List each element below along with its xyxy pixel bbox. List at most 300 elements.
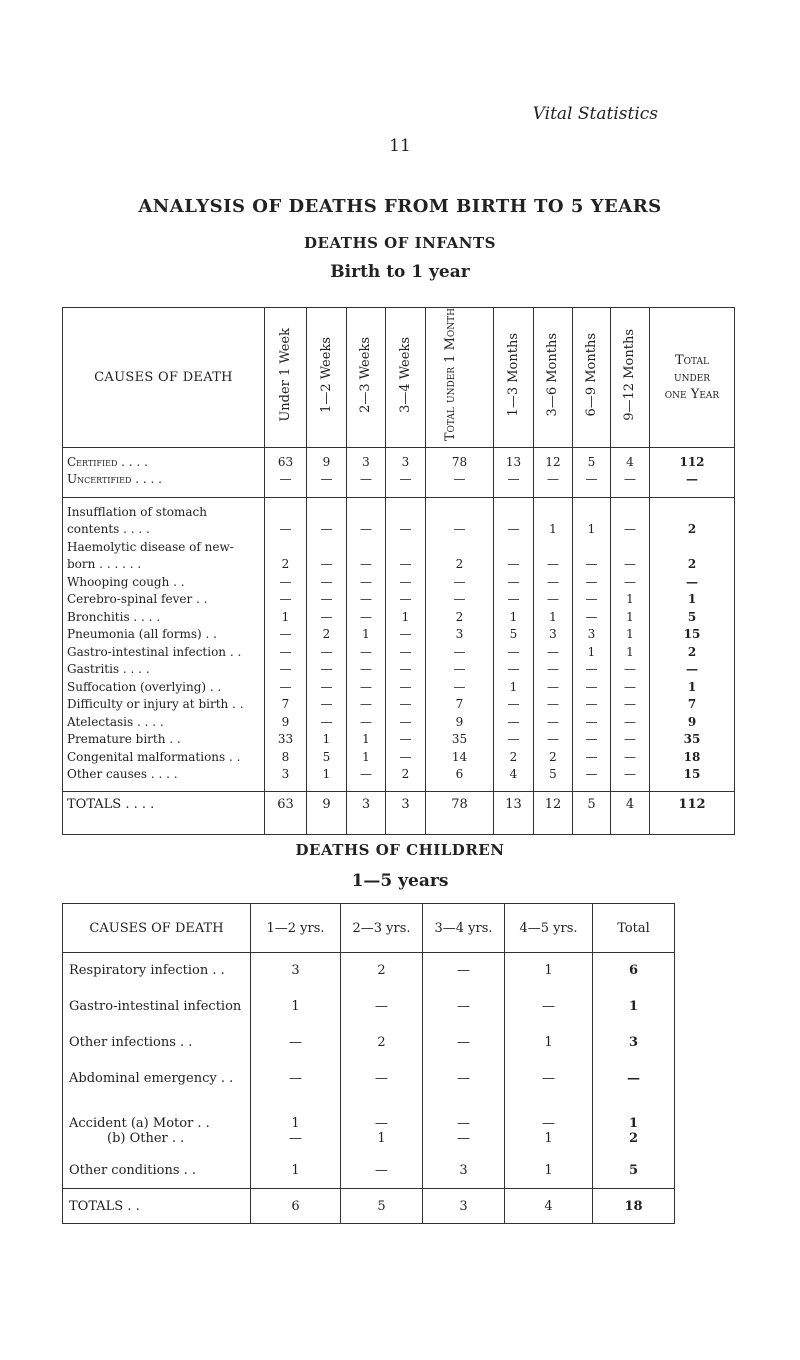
value-cell: — xyxy=(611,679,650,697)
value-cell: — xyxy=(386,661,426,679)
value-cell: — xyxy=(494,497,534,539)
value-cell: 1 xyxy=(505,1131,593,1153)
cause-label xyxy=(63,471,265,497)
cause-label: Gastro-intestinal infection xyxy=(63,989,251,1025)
value-cell: 2 xyxy=(307,626,347,644)
cause-label xyxy=(63,766,265,784)
table-row xyxy=(63,989,675,1025)
total-cell: 12 xyxy=(534,792,573,835)
cause-label xyxy=(63,539,265,574)
table-row xyxy=(63,661,735,679)
value-cell: 3 xyxy=(347,447,386,471)
infant-header-row xyxy=(63,308,735,448)
value-cell: — xyxy=(386,731,426,749)
value-cell: — xyxy=(423,953,505,989)
value-cell: — xyxy=(650,574,735,592)
total-cell: 18 xyxy=(593,1189,675,1224)
value-cell: — xyxy=(534,731,573,749)
value-cell: 78 xyxy=(426,447,494,471)
value-cell: — xyxy=(265,497,307,539)
table-row xyxy=(63,749,735,767)
value-cell: 3 xyxy=(573,626,611,644)
cause-label: Other infections . . xyxy=(63,1025,251,1061)
value-cell: 2 xyxy=(341,953,423,989)
value-cell: 15 xyxy=(650,626,735,644)
child-header-row xyxy=(63,904,675,953)
value-cell: — xyxy=(265,679,307,697)
value-cell: — xyxy=(307,539,347,574)
spacer-cell xyxy=(265,784,307,792)
value-cell: — xyxy=(386,644,426,662)
total-cell: 9 xyxy=(307,792,347,835)
value-cell: 6 xyxy=(426,766,494,784)
value-cell: — xyxy=(534,574,573,592)
table-row xyxy=(63,574,735,592)
col-header: 3—4 Weeks xyxy=(386,308,426,448)
value-cell: 3 xyxy=(265,766,307,784)
value-cell: 5 xyxy=(593,1153,675,1189)
value-cell: — xyxy=(265,591,307,609)
value-cell: 5 xyxy=(494,626,534,644)
value-cell: — xyxy=(573,609,611,627)
value-cell: 2 xyxy=(650,644,735,662)
col-header: 2—3 yrs. xyxy=(341,904,423,953)
value-cell: — xyxy=(534,714,573,732)
cause-label xyxy=(63,644,265,662)
value-cell: — xyxy=(534,661,573,679)
value-cell: 3 xyxy=(534,626,573,644)
value-cell: 1 xyxy=(307,766,347,784)
infants-heading: DEATHS OF INFANTS xyxy=(304,234,496,252)
value-cell: 2 xyxy=(341,1025,423,1061)
value-cell: 5 xyxy=(573,447,611,471)
value-cell: — xyxy=(573,471,611,497)
value-cell: 2 xyxy=(650,539,735,574)
value-cell: 2 xyxy=(650,497,735,539)
value-cell: — xyxy=(611,661,650,679)
total-cell: 78 xyxy=(426,792,494,835)
value-cell: — xyxy=(341,1153,423,1189)
value-cell: — xyxy=(611,574,650,592)
value-cell: — xyxy=(347,591,386,609)
value-cell: — xyxy=(307,497,347,539)
value-cell: 4 xyxy=(611,447,650,471)
value-cell: — xyxy=(386,626,426,644)
col-header: Total under 1 Month xyxy=(426,308,494,448)
col-header: 3—4 yrs. xyxy=(423,904,505,953)
page-title: ANALYSIS OF DEATHS FROM BIRTH TO 5 YEARS xyxy=(138,196,662,217)
value-cell: — xyxy=(426,471,494,497)
value-cell: — xyxy=(347,644,386,662)
value-cell: 1 xyxy=(251,989,341,1025)
value-cell: — xyxy=(494,591,534,609)
running-header: Vital Statistics xyxy=(532,104,658,124)
children-heading: DEATHS OF CHILDREN xyxy=(295,841,505,859)
value-cell: — xyxy=(494,539,534,574)
col-header: Total xyxy=(593,904,675,953)
value-cell: 1 xyxy=(593,1097,675,1131)
value-cell: — xyxy=(423,1097,505,1131)
table-row xyxy=(63,1131,675,1153)
cause-label xyxy=(63,447,265,471)
cause-label xyxy=(63,626,265,644)
value-cell: — xyxy=(265,644,307,662)
value-cell: 4 xyxy=(494,766,534,784)
spacer-cell xyxy=(63,784,265,792)
value-cell: — xyxy=(307,574,347,592)
spacer-cell xyxy=(386,784,426,792)
value-cell: 12 xyxy=(534,447,573,471)
value-cell: — xyxy=(347,574,386,592)
value-cell: 3 xyxy=(593,1025,675,1061)
value-cell: — xyxy=(593,1061,675,1097)
table-row xyxy=(63,1097,675,1131)
cause-label-line: Certified . . . . xyxy=(67,454,148,469)
child-deaths-table xyxy=(62,903,675,1224)
value-cell: — xyxy=(347,679,386,697)
infants-subheading: Birth to 1 year xyxy=(330,262,470,282)
value-cell: — xyxy=(650,661,735,679)
spacer-cell xyxy=(347,784,386,792)
value-cell: 15 xyxy=(650,766,735,784)
value-cell: — xyxy=(426,679,494,697)
cause-label-line: born . . . . . . xyxy=(67,557,142,572)
value-cell: 6 xyxy=(593,953,675,989)
value-cell: 1 xyxy=(534,497,573,539)
value-cell: — xyxy=(534,679,573,697)
value-cell: 1 xyxy=(341,1131,423,1153)
cause-label xyxy=(63,497,265,539)
value-cell: 1 xyxy=(611,644,650,662)
value-cell: — xyxy=(307,696,347,714)
value-cell: 1 xyxy=(265,609,307,627)
cause-label: Abdominal emergency . . xyxy=(63,1061,251,1097)
value-cell: 9 xyxy=(265,714,307,732)
totals-label: TOTALS . . xyxy=(63,1189,251,1224)
cause-label-line: Gastritis . . . . xyxy=(67,662,150,677)
table-row xyxy=(63,497,735,539)
table-row xyxy=(63,679,735,697)
totals-row xyxy=(63,792,735,835)
spacer-cell xyxy=(650,784,735,792)
table-row xyxy=(63,953,675,989)
value-cell: — xyxy=(426,661,494,679)
value-cell: — xyxy=(534,471,573,497)
value-cell: 5 xyxy=(534,766,573,784)
value-cell: — xyxy=(341,989,423,1025)
value-cell: 2 xyxy=(494,749,534,767)
cause-label-line: Pneumonia (all forms) . . xyxy=(67,627,217,642)
value-cell: 33 xyxy=(265,731,307,749)
value-cell: 1 xyxy=(611,626,650,644)
value-cell: 63 xyxy=(265,447,307,471)
cause-label xyxy=(63,661,265,679)
cause-label-line: Haemolytic disease of new- xyxy=(67,539,234,554)
value-cell: — xyxy=(573,679,611,697)
spacer-cell xyxy=(573,784,611,792)
table-row xyxy=(63,539,735,574)
value-cell: — xyxy=(573,661,611,679)
value-cell: 7 xyxy=(650,696,735,714)
value-cell: — xyxy=(251,1061,341,1097)
col-header: 1—2 yrs. xyxy=(251,904,341,953)
value-cell: 2 xyxy=(426,539,494,574)
total-cell: 3 xyxy=(423,1189,505,1224)
value-cell: 3 xyxy=(426,626,494,644)
value-cell: — xyxy=(386,714,426,732)
col-header: 6—9 Months xyxy=(573,308,611,448)
cause-label-line: Whooping cough . . xyxy=(67,574,185,589)
value-cell: — xyxy=(573,696,611,714)
value-cell: 112 xyxy=(650,447,735,471)
value-cell: — xyxy=(426,591,494,609)
spacer-row xyxy=(63,784,735,792)
value-cell: — xyxy=(423,1061,505,1097)
col-header: Under 1 Week xyxy=(265,308,307,448)
page-number: 11 xyxy=(389,136,411,156)
value-cell: — xyxy=(307,609,347,627)
value-cell: 1 xyxy=(307,731,347,749)
value-cell: — xyxy=(251,1131,341,1153)
value-cell: 1 xyxy=(251,1097,341,1131)
value-cell: — xyxy=(573,766,611,784)
value-cell: — xyxy=(426,644,494,662)
value-cell: 3 xyxy=(386,447,426,471)
value-cell: 35 xyxy=(650,731,735,749)
cause-label: Respiratory infection . . xyxy=(63,953,251,989)
value-cell: 13 xyxy=(494,447,534,471)
value-cell: 1 xyxy=(494,679,534,697)
value-cell: — xyxy=(386,696,426,714)
value-cell: 1 xyxy=(573,497,611,539)
cause-label: Accident (a) Motor . . xyxy=(63,1097,251,1131)
value-cell: — xyxy=(494,471,534,497)
value-cell: — xyxy=(426,574,494,592)
value-cell: — xyxy=(347,539,386,574)
value-cell: — xyxy=(494,731,534,749)
value-cell: — xyxy=(347,609,386,627)
table-row xyxy=(63,1153,675,1189)
infant-deaths-table xyxy=(62,307,735,835)
infant-causes-header: CAUSES OF DEATH xyxy=(63,308,265,448)
value-cell: 1 xyxy=(611,591,650,609)
value-cell: — xyxy=(341,1061,423,1097)
table-row xyxy=(63,447,735,471)
cause-label-line: Insufflation of stomach xyxy=(67,504,207,519)
total-cell: 4 xyxy=(611,792,650,835)
value-cell: — xyxy=(307,591,347,609)
value-cell: — xyxy=(426,497,494,539)
cause-label-line: Premature birth . . xyxy=(67,732,181,747)
spacer-cell xyxy=(494,784,534,792)
table-row xyxy=(63,1061,675,1097)
col-header: 9—12 Months xyxy=(611,308,650,448)
value-cell: — xyxy=(494,714,534,732)
value-cell: 3 xyxy=(423,1153,505,1189)
children-subheading: 1—5 years xyxy=(351,871,449,891)
value-cell: — xyxy=(386,539,426,574)
cause-label: (b) Other . . xyxy=(63,1131,251,1153)
value-cell: — xyxy=(650,471,735,497)
value-cell: 1 xyxy=(650,679,735,697)
value-cell: — xyxy=(307,644,347,662)
value-cell: — xyxy=(307,471,347,497)
cause-label xyxy=(63,696,265,714)
value-cell: — xyxy=(386,471,426,497)
value-cell: 1 xyxy=(505,1153,593,1189)
value-cell: 1 xyxy=(573,644,611,662)
col-header: 1—3 Months xyxy=(494,308,534,448)
value-cell: — xyxy=(611,731,650,749)
total-cell: 112 xyxy=(650,792,735,835)
col-header: 1—2 Weeks xyxy=(307,308,347,448)
totals-label: TOTALS . . . . xyxy=(63,792,265,835)
value-cell: 5 xyxy=(650,609,735,627)
value-cell: — xyxy=(611,766,650,784)
value-cell: — xyxy=(611,696,650,714)
table-row xyxy=(63,1025,675,1061)
cause-label-line: Suffocation (overlying) . . xyxy=(67,679,222,694)
value-cell: 1 xyxy=(347,749,386,767)
value-cell: — xyxy=(611,749,650,767)
value-cell: — xyxy=(347,696,386,714)
value-cell: 2 xyxy=(386,766,426,784)
total-cell: 6 xyxy=(251,1189,341,1224)
value-cell: — xyxy=(347,661,386,679)
value-cell: 5 xyxy=(307,749,347,767)
value-cell: — xyxy=(573,539,611,574)
cause-label xyxy=(63,609,265,627)
spacer-cell xyxy=(426,784,494,792)
spacer-cell xyxy=(611,784,650,792)
value-cell: — xyxy=(494,661,534,679)
cause-label-line: Atelectasis . . . . xyxy=(67,714,164,729)
cause-label-line: contents . . . . xyxy=(67,522,150,537)
value-cell: — xyxy=(386,749,426,767)
cause-label xyxy=(63,574,265,592)
value-cell: — xyxy=(307,679,347,697)
value-cell: — xyxy=(494,696,534,714)
total-cell: 5 xyxy=(573,792,611,835)
total-cell: 3 xyxy=(347,792,386,835)
total-cell: 3 xyxy=(386,792,426,835)
value-cell: — xyxy=(611,471,650,497)
value-cell: — xyxy=(265,661,307,679)
table-row xyxy=(63,591,735,609)
cause-label-line: Difficulty or injury at birth . . xyxy=(67,697,244,712)
value-cell: — xyxy=(307,661,347,679)
value-cell: — xyxy=(505,1097,593,1131)
cause-label xyxy=(63,731,265,749)
table-row xyxy=(63,609,735,627)
value-cell: — xyxy=(265,471,307,497)
value-cell: — xyxy=(505,1061,593,1097)
cause-label-line: Gastro-intestinal infection . . xyxy=(67,644,242,659)
cause-label-line: Other causes . . . . xyxy=(67,767,178,782)
value-cell: — xyxy=(573,749,611,767)
value-cell: 1 xyxy=(386,609,426,627)
cause-label-line: Bronchitis . . . . xyxy=(67,609,161,624)
value-cell: — xyxy=(573,731,611,749)
value-cell: — xyxy=(423,1025,505,1061)
col-header: 3—6 Months xyxy=(534,308,573,448)
value-cell: — xyxy=(505,989,593,1025)
table-row xyxy=(63,471,735,497)
cause-label xyxy=(63,591,265,609)
value-cell: — xyxy=(534,696,573,714)
value-cell: — xyxy=(611,714,650,732)
value-cell: — xyxy=(494,644,534,662)
value-cell: 18 xyxy=(650,749,735,767)
value-cell: 7 xyxy=(426,696,494,714)
value-cell: 8 xyxy=(265,749,307,767)
value-cell: — xyxy=(251,1025,341,1061)
value-cell: — xyxy=(347,471,386,497)
value-cell: — xyxy=(611,497,650,539)
value-cell: — xyxy=(386,591,426,609)
value-cell: 9 xyxy=(426,714,494,732)
value-cell: — xyxy=(386,574,426,592)
value-cell: — xyxy=(534,539,573,574)
value-cell: 1 xyxy=(505,1025,593,1061)
cause-label xyxy=(63,679,265,697)
value-cell: — xyxy=(347,714,386,732)
value-cell: — xyxy=(347,497,386,539)
value-cell: 1 xyxy=(505,953,593,989)
value-cell: — xyxy=(265,626,307,644)
table-row xyxy=(63,714,735,732)
value-cell: 35 xyxy=(426,731,494,749)
value-cell: 9 xyxy=(307,447,347,471)
table-row xyxy=(63,731,735,749)
cause-label xyxy=(63,714,265,732)
cause-label-line: Uncertified . . . . xyxy=(67,472,162,487)
total-year-header: Total under one Year xyxy=(650,308,735,448)
value-cell: — xyxy=(573,591,611,609)
value-cell: 1 xyxy=(347,626,386,644)
value-cell: — xyxy=(573,574,611,592)
value-cell: 2 xyxy=(534,749,573,767)
total-cell: 4 xyxy=(505,1189,593,1224)
table-row xyxy=(63,766,735,784)
value-cell: — xyxy=(265,574,307,592)
spacer-cell xyxy=(534,784,573,792)
value-cell: — xyxy=(347,766,386,784)
value-cell: 2 xyxy=(265,539,307,574)
value-cell: — xyxy=(534,644,573,662)
value-cell: — xyxy=(341,1097,423,1131)
value-cell: 9 xyxy=(650,714,735,732)
value-cell: — xyxy=(534,591,573,609)
value-cell: 1 xyxy=(593,989,675,1025)
value-cell: 1 xyxy=(494,609,534,627)
value-cell: — xyxy=(573,714,611,732)
value-cell: 7 xyxy=(265,696,307,714)
value-cell: — xyxy=(611,539,650,574)
total-cell: 5 xyxy=(341,1189,423,1224)
table-row xyxy=(63,696,735,714)
cause-label-line: Congenital malformations . . xyxy=(67,749,241,764)
value-cell: 1 xyxy=(534,609,573,627)
value-cell: — xyxy=(423,1131,505,1153)
table-row xyxy=(63,644,735,662)
value-cell: — xyxy=(423,989,505,1025)
value-cell: 1 xyxy=(611,609,650,627)
totals-row xyxy=(63,1189,675,1224)
value-cell: 14 xyxy=(426,749,494,767)
col-header: 4—5 yrs. xyxy=(505,904,593,953)
col-header: CAUSES OF DEATH xyxy=(63,904,251,953)
